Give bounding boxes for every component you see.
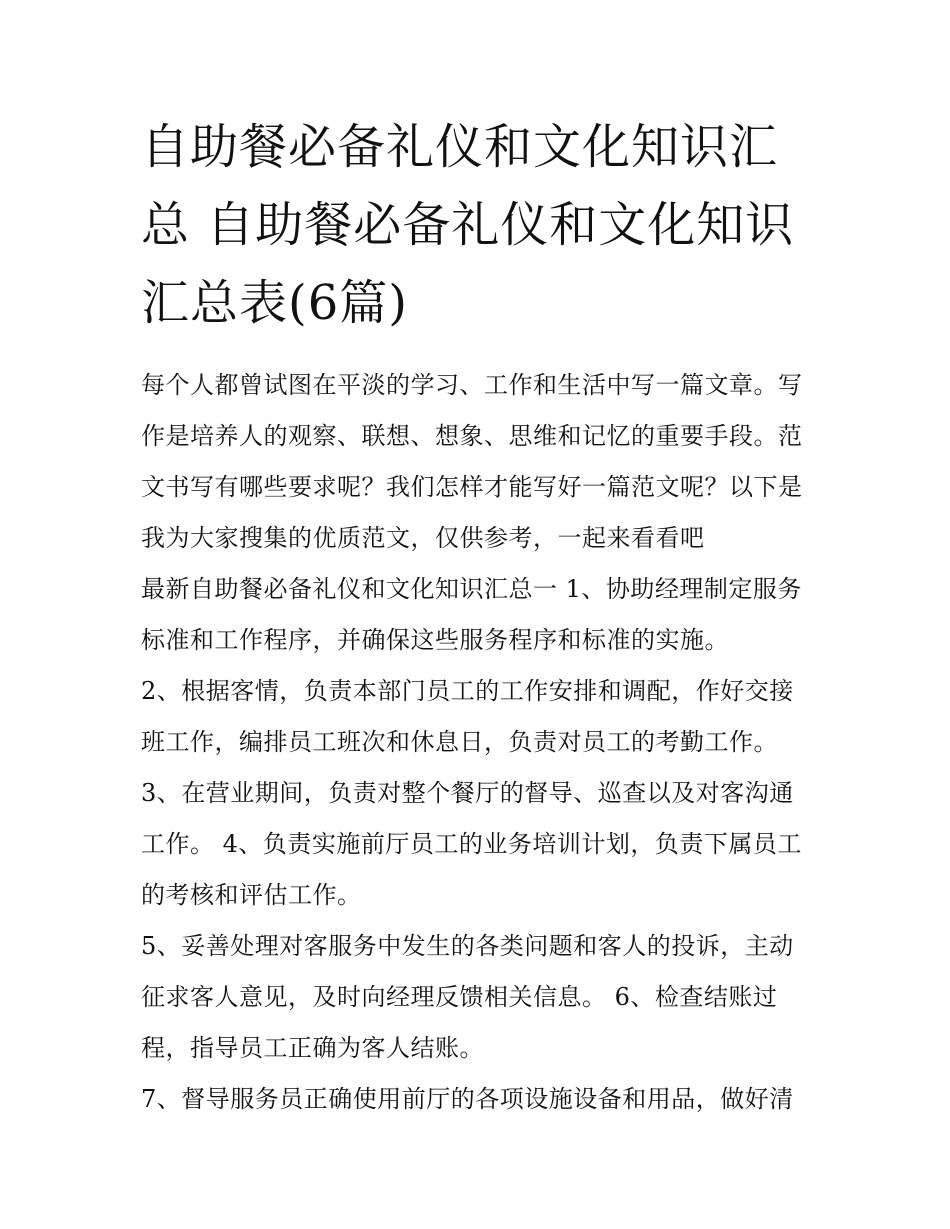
- paragraph-item-7: 7、督导服务员正确使用前厅的各项设施设备和用品，做好清: [141, 1085, 794, 1113]
- document-title: 自助餐必备礼仪和文化知识汇总 自助餐必备礼仪和文化知识汇总表(6篇): [141, 119, 795, 331]
- document-body: [141, 360, 811, 1125]
- paragraph-item-2: 2、根据客情，负责本部门员工的工作安排和调配，作好交接班工作，编排员工班次和休息日，负责对员工的考勤工作。: [141, 677, 794, 756]
- document-page: [141, 108, 811, 1125]
- paragraph-item-3-4: 3、在营业期间，负责对整个餐厅的督导、巡查以及对客沟通工作。 4、负责实施前厅员工的业务培训计划，负责下属员工的考核和评估工作。: [141, 779, 802, 909]
- intro-paragraph: 每个人都曾试图在平淡的学习、工作和生活中写一篇文章。写作是培养人的观察、联想、想象、思维和记忆的重要手段。范文书写有哪些要求呢？我们怎样才能写好一篇范文呢？以下是我为大家搜集的优质范文，仅供参考，一起来看看吧: [141, 371, 803, 552]
- paragraph-item-1: 最新自助餐必备礼仪和文化知识汇总一 1、协助经理制定服务标准和工作程序，并确保这些服务程序和标准的实施。: [141, 575, 802, 654]
- paragraph-item-5-6: 5、妥善处理对客服务中发生的各类问题和客人的投诉，主动征求客人意见，及时向经理反馈相关信息。 6、检查结账过程，指导员工正确为客人结账。: [141, 932, 794, 1062]
